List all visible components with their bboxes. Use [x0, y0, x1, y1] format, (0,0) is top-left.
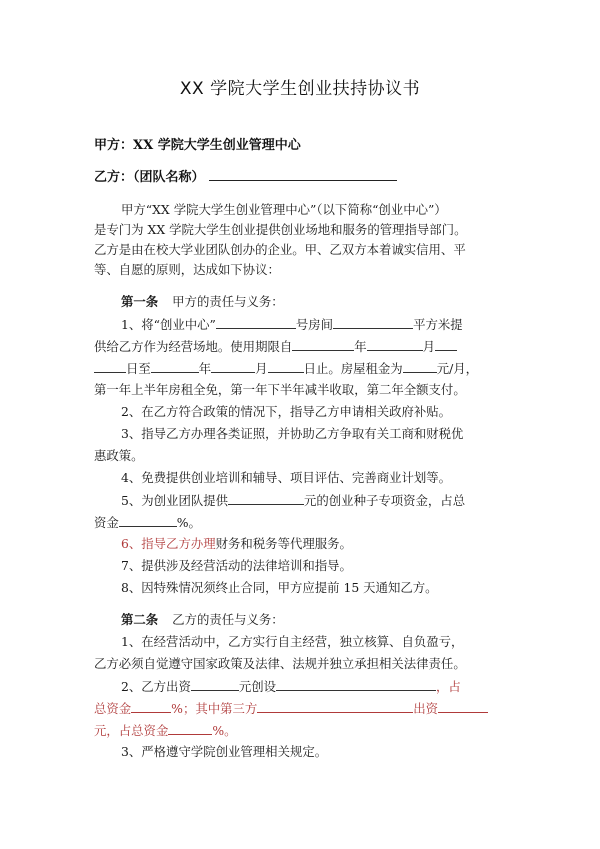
start-day-blank-cont[interactable]	[94, 360, 126, 373]
text-segment: 日至	[126, 361, 151, 376]
document-title: XX 学院大学生创业扶持协议书	[179, 79, 421, 99]
party-b-line	[94, 166, 397, 185]
article-1-item-3-line-1: 3、指导乙方办理各类证照，并协助乙方争取有关工商和财税优	[121, 426, 464, 441]
article-2-number: 第二条	[121, 612, 159, 627]
text-segment: 5、为创业团队提供	[121, 493, 229, 508]
article-1-title: 甲方的责任与义务：	[172, 294, 284, 309]
text-segment: 资金	[94, 515, 119, 530]
end-day-blank[interactable]	[268, 360, 304, 373]
article-2-item-3: 3、严格遵守学院创业管理相关规定。	[121, 744, 328, 759]
text-segment: 月	[422, 339, 436, 354]
article-2-item-2-line-1	[121, 678, 533, 695]
highlighted-text: 出资	[413, 701, 439, 716]
party-a-line	[94, 134, 301, 153]
text-segment: 月	[255, 361, 268, 376]
text-segment: 年	[198, 361, 212, 376]
team-name-blank[interactable]	[209, 168, 397, 181]
article-1-item-5-line-2	[94, 514, 534, 531]
text-segment: %。	[176, 515, 201, 530]
article-2-item-1-line-2: 乙方必须自觉遵守国家政策及法律、法规并独立承担相关法律责任。	[94, 656, 466, 671]
article-1-item-7: 7、提供涉及经营活动的法律培训和指导。	[121, 558, 352, 573]
end-month-blank[interactable]	[211, 360, 255, 373]
intro-line-4: 等、自愿的原则，达成如下协议：	[94, 262, 280, 277]
article-1-item-1-line-1	[121, 316, 533, 333]
start-year-blank[interactable]	[292, 338, 354, 351]
intro-line-2: 是专门为 XX 学院大学生创业提供创业场地和服务的管理指导部门。	[94, 222, 467, 237]
highlighted-text: 总资金	[94, 701, 132, 716]
article-1-item-1-line-4: 第一年上半年房租全免，第一年下半年减半收取，第二年全额支付。	[94, 382, 466, 397]
article-2-heading	[121, 612, 533, 628]
third-party-blank[interactable]	[257, 700, 413, 713]
seed-fund-percent-blank[interactable]	[119, 514, 177, 527]
text-segment: 元的创业种子专项资金，占总	[304, 493, 466, 508]
article-2-item-2-line-2	[94, 700, 534, 717]
area-blank[interactable]	[333, 316, 413, 329]
third-party-percent-blank[interactable]	[168, 722, 212, 735]
article-1-item-6	[121, 536, 533, 552]
text-segment: 号房间	[295, 317, 334, 332]
article-1-heading	[121, 294, 533, 310]
highlighted-text: 6、指导乙方办理	[121, 536, 216, 551]
intro-line-1: 甲方“XX 学院大学生创业管理中心”（以下简称“创业中心”）	[121, 202, 447, 217]
article-1-item-4: 4、免费提供创业培训和辅导、项目评估、完善商业计划等。	[121, 470, 452, 485]
article-1-item-5-line-1	[121, 492, 533, 509]
text-segment: 年	[354, 339, 367, 354]
party-b-label: 乙方：（团队名称）	[94, 170, 205, 185]
intro-line-3: 乙方是由在校大学业团队创办的企业。甲、乙双方本着诚实信用、平	[94, 242, 466, 257]
end-year-blank[interactable]	[151, 360, 199, 373]
start-month-blank[interactable]	[367, 338, 423, 351]
article-2-title: 乙方的责任与义务：	[172, 612, 284, 627]
article-2-item-1-line-1: 1、在经营活动中，乙方实行自主经营，独立核算、自负盈亏，	[121, 634, 464, 649]
room-blank[interactable]	[216, 316, 296, 329]
highlighted-text: ，占	[436, 679, 461, 694]
text-segment: 财务和税务等代理服务。	[215, 536, 352, 551]
article-1-number: 第一条	[121, 294, 159, 309]
party-a-label: 甲方：XX 学院大学生创业管理中心	[94, 138, 301, 153]
seed-fund-blank[interactable]	[228, 492, 304, 505]
highlighted-text: %。	[212, 723, 237, 738]
text-segment: 元/月，	[436, 361, 479, 376]
rent-blank[interactable]	[403, 360, 437, 373]
share-percent-blank[interactable]	[131, 700, 171, 713]
company-name-blank[interactable]	[276, 678, 436, 691]
third-party-amount-blank[interactable]	[438, 700, 488, 713]
text-segment: 日止。房屋租金为	[303, 361, 403, 376]
article-1-item-1-line-2	[94, 338, 534, 355]
highlighted-text: 元，占总资金	[94, 723, 169, 738]
start-day-blank[interactable]	[435, 338, 457, 351]
text-segment: 供给乙方作为经营场地。使用期限自	[94, 339, 293, 354]
investment-blank[interactable]	[191, 678, 239, 691]
highlighted-text: %；其中第三方	[171, 701, 258, 716]
article-2-item-2-line-3	[94, 722, 534, 739]
text-segment: 平方米提	[413, 317, 463, 332]
text-segment: 1、将“创业中心”	[121, 317, 216, 332]
text-segment: 元创设	[238, 679, 277, 694]
text-segment: 2、乙方出资	[121, 679, 191, 694]
article-1-item-2: 2、在乙方符合政策的情况下，指导乙方申请相关政府补贴。	[121, 404, 452, 419]
article-1-item-1-line-3	[94, 360, 534, 377]
article-1-item-8: 8、因特殊情况须终止合同，甲方应提前 15 天通知乙方。	[121, 580, 438, 595]
article-1-item-3-line-2: 惠政策。	[94, 448, 144, 463]
